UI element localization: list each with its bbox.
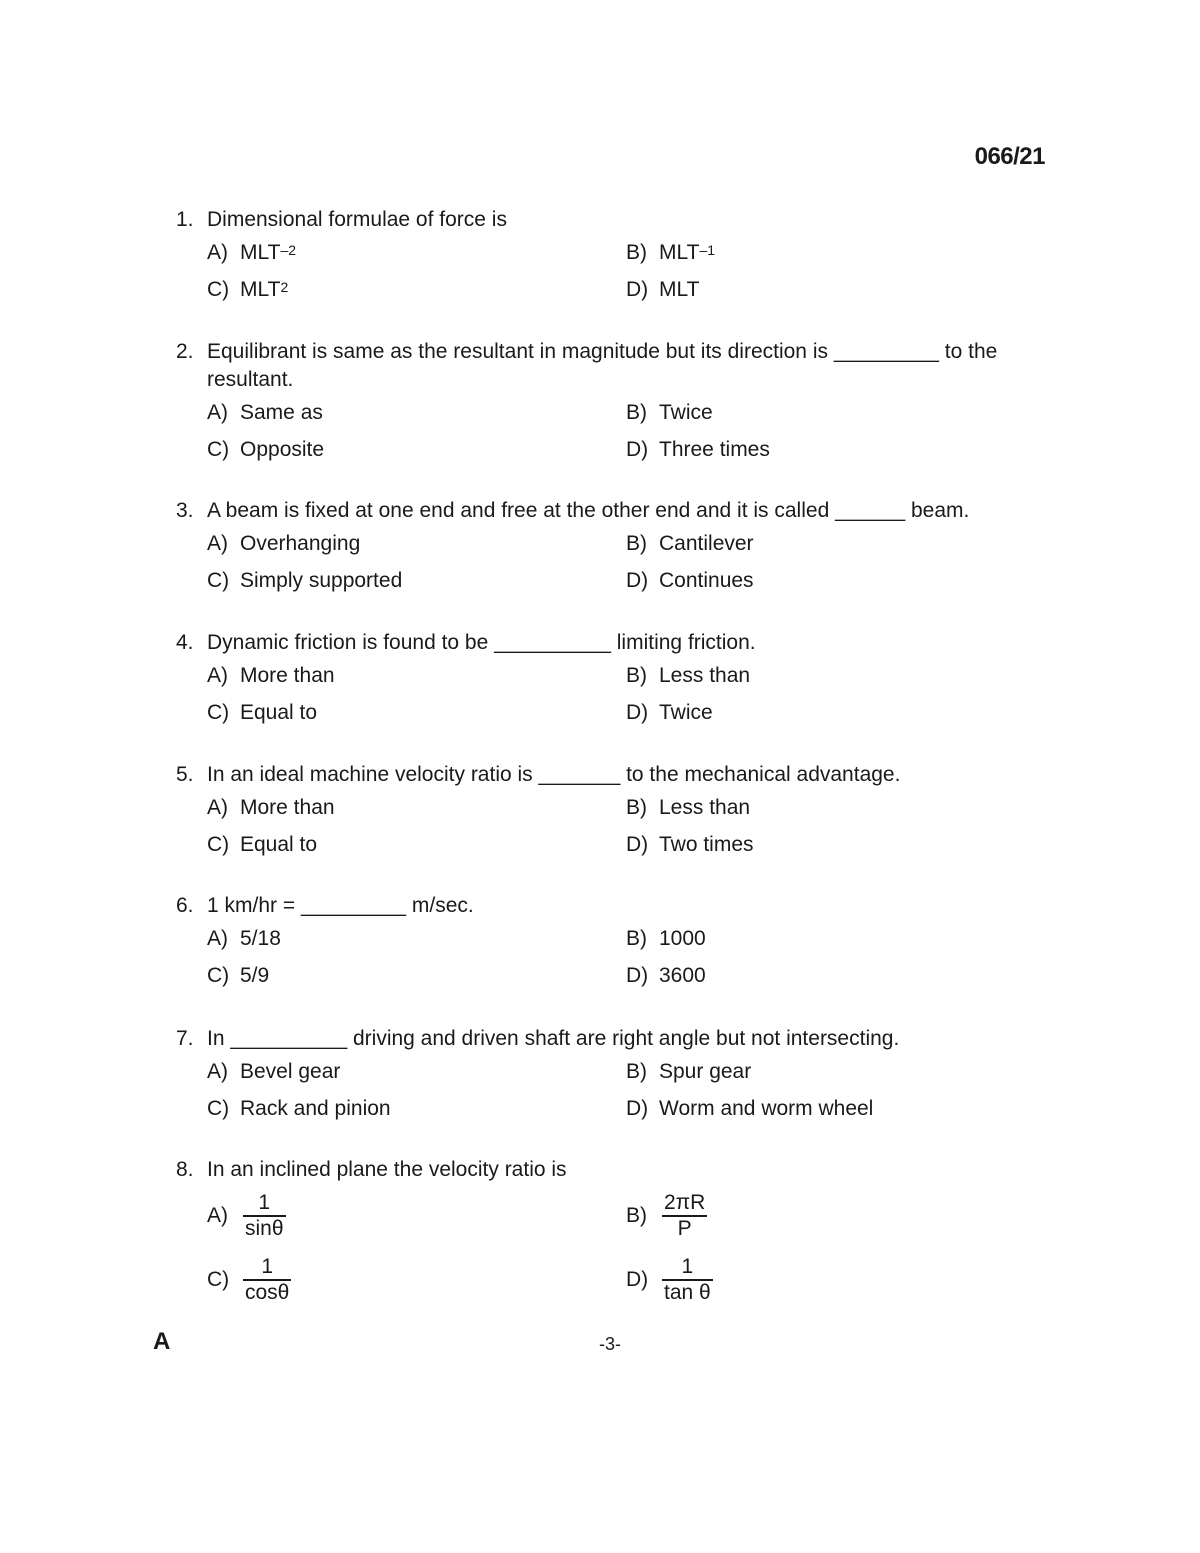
option-d <box>626 699 713 727</box>
question-text: 1 km/hr = _________ m/sec. <box>207 894 474 917</box>
option-text: Cantilever <box>659 531 754 555</box>
question-number: 4. <box>176 631 194 654</box>
question-text: A beam is fixed at one end and free at the other end and it is called ______ beam. <box>207 499 970 522</box>
option-text: MLT <box>240 277 281 301</box>
option-label: B) <box>626 240 647 264</box>
fraction-denominator: cosθ <box>245 1280 290 1304</box>
option-label: D) <box>626 963 649 987</box>
option-text: Equal to <box>240 700 318 724</box>
option-exponent: –1 <box>699 241 716 258</box>
option-c <box>207 567 626 595</box>
options <box>207 1184 1026 1312</box>
option-text: Overhanging <box>240 531 361 555</box>
option-a <box>207 662 626 690</box>
option-c <box>207 436 626 464</box>
option-label: A) <box>207 795 228 819</box>
option-b <box>626 1191 707 1241</box>
question-3 <box>176 497 1026 599</box>
question-text: Dynamic friction is found to be __________ limiting friction. <box>207 631 756 654</box>
fraction-numerator: 1 <box>258 1191 271 1215</box>
option-b <box>626 662 750 690</box>
option-label: C) <box>207 277 230 301</box>
option-label: C) <box>207 1096 230 1120</box>
option-text: Twice <box>659 700 713 724</box>
question-set-label: A <box>153 1328 171 1355</box>
option-b <box>626 1058 751 1086</box>
option-d <box>626 1255 713 1305</box>
option-b <box>626 399 713 427</box>
question-text: In __________ driving and driven shaft are right angle but not intersecting. <box>207 1027 900 1050</box>
question-number: 3. <box>176 499 194 522</box>
option-label: B) <box>626 1204 647 1227</box>
option-c <box>207 962 626 990</box>
option-label: D) <box>626 832 649 856</box>
option-exponent: 2 <box>280 278 289 295</box>
question-number: 6. <box>176 894 194 917</box>
options <box>207 789 1026 863</box>
option-a <box>207 530 626 558</box>
question-number: 1. <box>176 208 194 231</box>
option-label: D) <box>626 277 649 301</box>
fraction-numerator: 1 <box>681 1255 694 1279</box>
fraction-numerator: 1 <box>261 1255 274 1279</box>
question-6 <box>176 892 1026 994</box>
option-a <box>207 925 626 953</box>
option-label: D) <box>626 568 649 592</box>
option-text: Twice <box>659 400 713 424</box>
question-number: 2. <box>176 340 194 363</box>
option-c <box>207 699 626 727</box>
option-fraction <box>662 1191 707 1241</box>
option-label: B) <box>626 795 647 819</box>
option-label: B) <box>626 1059 647 1083</box>
option-d <box>626 962 706 990</box>
option-c <box>207 1255 626 1305</box>
option-text: More than <box>240 663 335 687</box>
option-b <box>626 794 750 822</box>
option-exponent: –2 <box>280 241 297 258</box>
page-number: -3- <box>599 1334 621 1354</box>
option-label: A) <box>207 531 228 555</box>
option-b <box>626 239 715 267</box>
question-8 <box>176 1156 1026 1312</box>
option-text: 1000 <box>659 926 706 950</box>
option-fraction <box>243 1191 286 1241</box>
option-a <box>207 794 626 822</box>
option-text: More than <box>240 795 335 819</box>
question-2 <box>176 338 1026 468</box>
option-label: D) <box>626 1096 649 1120</box>
question-4 <box>176 629 1026 731</box>
options <box>207 525 1026 599</box>
question-1 <box>176 206 1026 308</box>
option-text: Spur gear <box>659 1059 752 1083</box>
option-label: A) <box>207 1204 228 1227</box>
option-fraction <box>662 1255 713 1305</box>
option-text: 5/18 <box>240 926 281 950</box>
option-label: A) <box>207 663 228 687</box>
option-a <box>207 399 626 427</box>
option-text: Bevel gear <box>240 1059 341 1083</box>
option-label: C) <box>207 1268 230 1291</box>
question-number: 5. <box>176 763 194 786</box>
options <box>207 657 1026 731</box>
option-text: Opposite <box>240 437 325 461</box>
question-text: In an inclined plane the velocity ratio is <box>207 1158 567 1181</box>
fraction-denominator: sinθ <box>245 1216 284 1240</box>
options <box>207 394 1026 468</box>
option-label: A) <box>207 240 228 264</box>
option-label: C) <box>207 437 230 461</box>
option-fraction <box>243 1255 291 1305</box>
option-b <box>626 530 754 558</box>
option-d <box>626 831 754 859</box>
option-c <box>207 831 626 859</box>
option-d <box>626 276 699 304</box>
question-7 <box>176 1025 1026 1127</box>
option-text: MLT <box>659 240 700 264</box>
fraction-numerator: 2πR <box>664 1191 706 1215</box>
option-label: A) <box>207 400 228 424</box>
option-d <box>626 1095 873 1123</box>
question-5 <box>176 761 1026 863</box>
fraction-denominator: P <box>677 1216 692 1240</box>
options <box>207 234 1026 308</box>
option-text: 5/9 <box>240 963 270 987</box>
option-label: B) <box>626 663 647 687</box>
option-label: C) <box>207 700 230 724</box>
option-text: MLT <box>240 240 281 264</box>
paper-code: 066/21 <box>974 143 1045 170</box>
option-d <box>626 436 770 464</box>
option-a <box>207 1058 626 1086</box>
options <box>207 920 1026 994</box>
option-text: 3600 <box>659 963 706 987</box>
option-label: D) <box>626 437 649 461</box>
option-text: Two times <box>659 832 754 856</box>
option-label: B) <box>626 400 647 424</box>
option-text: Three times <box>659 437 770 461</box>
question-number: 7. <box>176 1027 194 1050</box>
fraction-denominator: tan θ <box>664 1280 711 1304</box>
option-label: B) <box>626 531 647 555</box>
option-text: Equal to <box>240 832 318 856</box>
option-c <box>207 1095 626 1123</box>
option-text: Worm and worm wheel <box>659 1096 874 1120</box>
option-label: C) <box>207 963 230 987</box>
option-label: B) <box>626 926 647 950</box>
option-label: C) <box>207 832 230 856</box>
option-text: Rack and pinion <box>240 1096 391 1120</box>
option-text: Simply supported <box>240 568 403 592</box>
option-label: C) <box>207 568 230 592</box>
option-b <box>626 925 706 953</box>
option-a <box>207 1191 626 1241</box>
option-label: D) <box>626 700 649 724</box>
option-d <box>626 567 754 595</box>
option-text: Continues <box>659 568 754 592</box>
option-text: Same as <box>240 400 323 424</box>
option-a <box>207 239 626 267</box>
question-number: 8. <box>176 1158 194 1181</box>
option-text: Less than <box>659 795 751 819</box>
option-label: D) <box>626 1268 649 1291</box>
option-label: A) <box>207 1059 228 1083</box>
question-text: Equilibrant is same as the resultant in magnitude but its direction is _________ to the resultant. <box>207 340 998 391</box>
option-text: Less than <box>659 663 751 687</box>
option-label: A) <box>207 926 228 950</box>
options <box>207 1053 1026 1127</box>
question-text: Dimensional formulae of force is <box>207 208 507 231</box>
question-text: In an ideal machine velocity ratio is _______ to the mechanical advantage. <box>207 763 901 786</box>
option-c <box>207 276 626 304</box>
option-text: MLT <box>659 277 700 301</box>
